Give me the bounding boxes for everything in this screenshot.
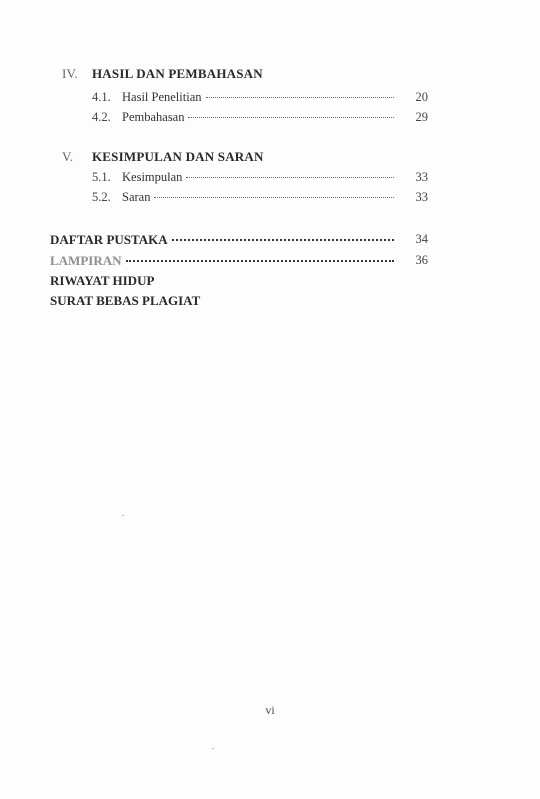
toc-entry xyxy=(92,190,398,205)
section-title: Saran xyxy=(122,190,151,204)
chapter-title: KESIMPULAN DAN SARAN xyxy=(92,149,264,164)
section-number: 5.2. xyxy=(92,190,111,204)
section-page-number: 33 xyxy=(415,170,428,184)
toc-entry xyxy=(92,90,398,105)
scan-speck xyxy=(122,515,124,516)
chapter-title: HASIL DAN PEMBAHASAN xyxy=(92,66,263,81)
leader-dots xyxy=(188,116,394,118)
section-title: Pembahasan xyxy=(122,110,185,124)
chapter-heading xyxy=(62,66,263,82)
main-entry-title: LAMPIRAN xyxy=(50,253,122,268)
page-number-footer: vi xyxy=(265,703,275,717)
section-title: Kesimpulan xyxy=(122,170,183,184)
main-entry-title: DAFTAR PUSTAKA xyxy=(50,232,168,247)
toc-main-entry xyxy=(50,232,398,248)
chapter-number: V. xyxy=(62,149,74,164)
leader-dots xyxy=(186,176,394,178)
section-number: 4.2. xyxy=(92,110,111,124)
toc-main-entry xyxy=(50,253,398,269)
main-entry-title: SURAT BEBAS PLAGIAT xyxy=(50,293,201,308)
scan-speck xyxy=(212,748,214,749)
section-page-number: 20 xyxy=(415,90,428,104)
toc-main-entry xyxy=(50,273,154,289)
leader-dots xyxy=(172,238,394,241)
section-page-number: 33 xyxy=(415,190,428,204)
main-entry-page-number: 36 xyxy=(415,253,428,267)
leader-dots xyxy=(126,259,395,262)
section-number: 5.1. xyxy=(92,170,111,184)
main-entry-title: RIWAYAT HIDUP xyxy=(50,273,155,288)
toc-main-entry xyxy=(50,293,200,309)
leader-dots xyxy=(206,96,395,98)
leader-dots xyxy=(154,196,394,198)
section-number: 4.1. xyxy=(92,90,111,104)
section-title: Hasil Penelitian xyxy=(122,90,202,104)
section-page-number: 29 xyxy=(415,110,428,124)
main-entry-page-number: 34 xyxy=(415,232,428,246)
chapter-heading xyxy=(62,149,264,165)
chapter-number: IV. xyxy=(62,66,78,81)
toc-entry xyxy=(92,110,398,125)
toc-entry xyxy=(92,170,398,185)
